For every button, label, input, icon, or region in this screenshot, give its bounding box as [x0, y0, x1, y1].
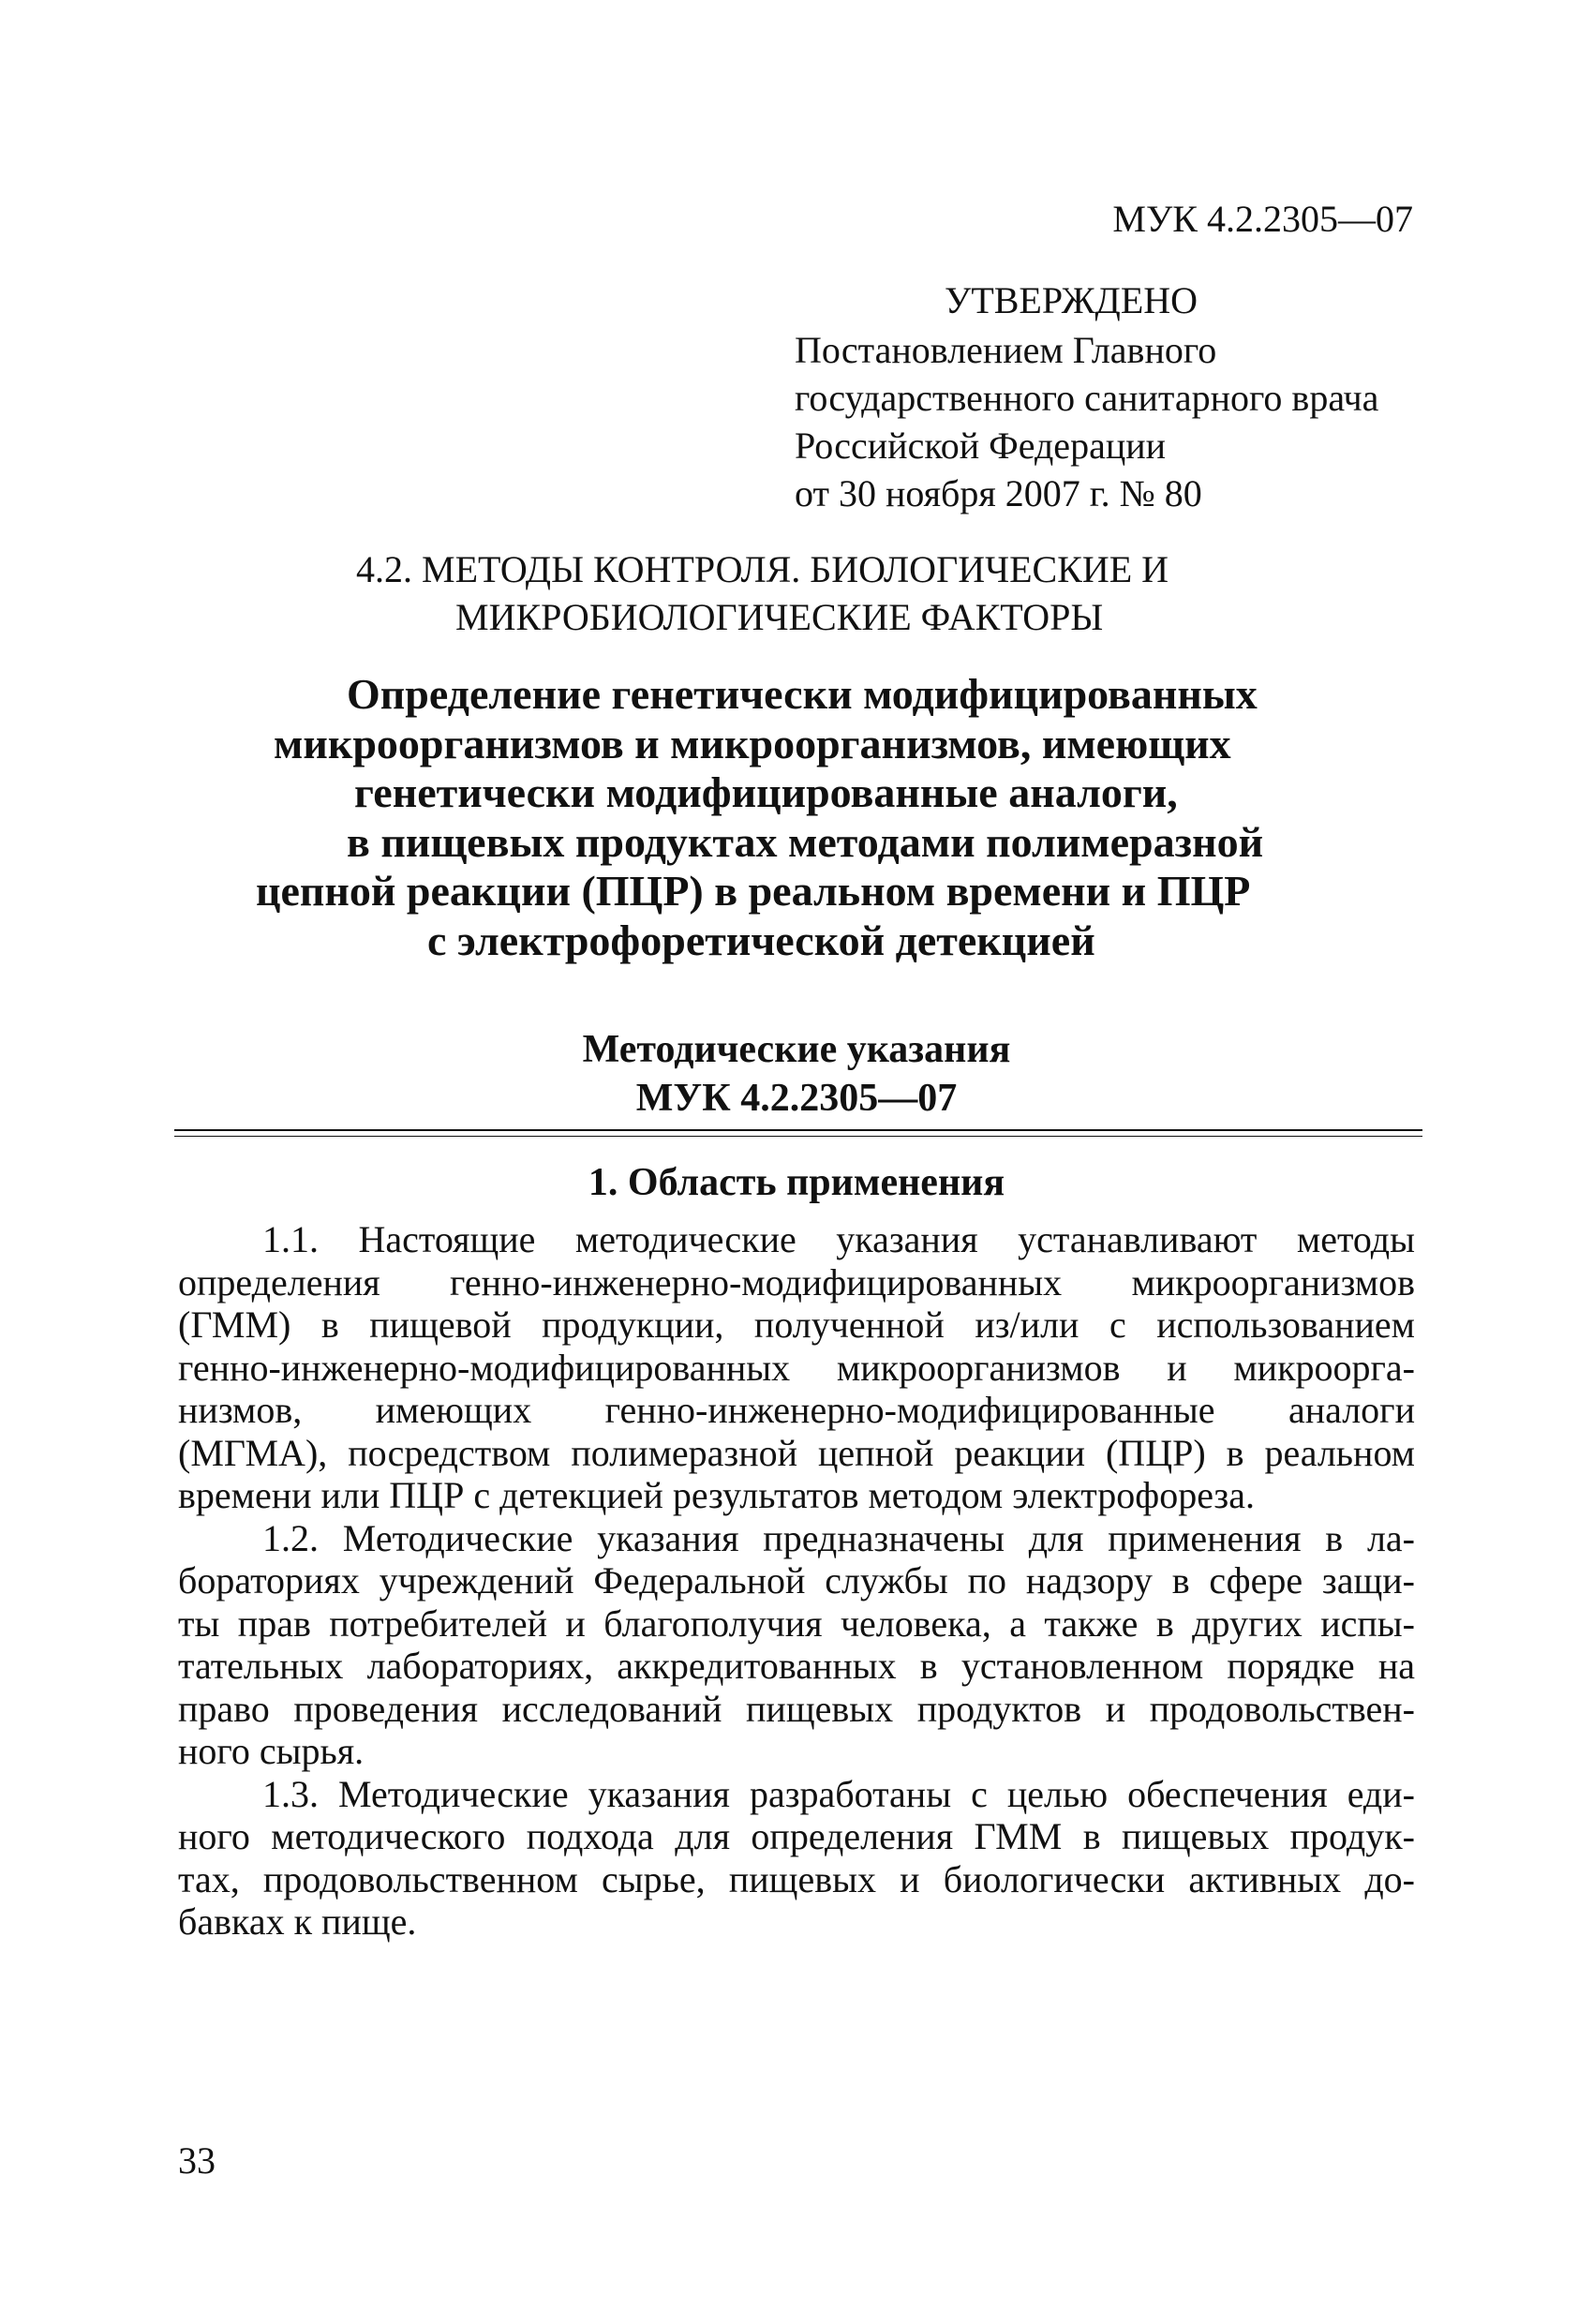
paragraph-line: тательных лабораториях, аккредитованных в установленном порядке на — [178, 1645, 1415, 1687]
paragraph-line: ты прав потребителей и благополучия человека, а также в других испы- — [178, 1601, 1415, 1645]
scope-heading: 1. Область применения — [588, 1161, 1005, 1204]
title-line: микроорганизмов и микроорганизмов, имеющих — [274, 719, 1231, 767]
document-code: МУК 4.2.2305—07 — [1112, 198, 1413, 240]
approval-line: от 30 ноября 2007 г. № 80 — [795, 472, 1202, 514]
approval-block — [795, 276, 1451, 517]
paragraph-line: 1.3. Методические указания разработаны с целью обеспечения еди- — [262, 1772, 1415, 1815]
paragraph-line: 1.2. Методические указания предназначены для применения в ла- — [262, 1516, 1415, 1559]
title-line: Определение генетически модифицированных — [347, 670, 1258, 718]
paragraph-line: ного методического подхода для определения ГММ в пищевых продук- — [178, 1815, 1415, 1857]
guide-code: МУК 4.2.2305—07 — [635, 1077, 958, 1120]
paragraph-line: бавках к пище. — [178, 1900, 417, 1943]
title-line: генетически модифицированные аналоги, — [354, 768, 1178, 816]
paragraph-line: тах, продовольственном сырье, пищевых и биологически активных до- — [178, 1857, 1415, 1900]
paragraph-line: определения генно-инженерно-модифицированных микроорганизмов — [178, 1260, 1415, 1304]
paragraph-line: времени или ПЦР с детекцией результатов методом электрофореза. — [178, 1474, 1255, 1516]
guide-type: Методические указания — [582, 1028, 1011, 1071]
title-line: в пищевых продуктах методами полимеразной — [347, 817, 1264, 866]
paragraph-line: бораториях учреждений Федеральной службы по надзору в сфере защи- — [178, 1559, 1415, 1601]
document-title — [187, 670, 1406, 965]
page-number: 33 — [178, 2139, 216, 2182]
approval-line: государственного санитарного врача — [795, 377, 1379, 419]
section-heading — [356, 545, 1293, 641]
paragraph-line: (ГММ) в пищевой продукции, полученной из/или с использованием — [178, 1304, 1415, 1346]
paragraph-line: ного сырья. — [178, 1730, 365, 1772]
approval-line: Постановлением Главного — [795, 329, 1217, 371]
paragraph-line: низмов, имеющих генно-инженерно-модифицированные аналоги — [178, 1389, 1415, 1431]
paragraph-line: право проведения исследований пищевых продуктов и продовольствен- — [178, 1687, 1415, 1730]
body-text — [178, 1218, 1415, 1944]
approval-line: Российской Федерации — [795, 425, 1167, 467]
approval-heading: УТВЕРЖДЕНО — [945, 279, 1198, 321]
paragraph-line: (МГМА), посредством полимеразной цепной реакции (ПЦР) в реальном — [178, 1431, 1415, 1474]
section-heading-line: 4.2. МЕТОДЫ КОНТРОЛЯ. БИОЛОГИЧЕСКИЕ И — [356, 548, 1169, 590]
double-rule-divider — [174, 1129, 1422, 1137]
guide-block — [187, 1025, 1406, 1123]
paragraph-line: генно-инженерно-модифицированных микроорганизмов и микроорга- — [178, 1346, 1415, 1389]
paragraph-line: 1.1. Настоящие методические указания устанавливают методы — [262, 1218, 1415, 1260]
title-line: с электрофоретической детекцией — [427, 916, 1095, 964]
title-line: цепной реакции (ПЦР) в реальном времени и ПЦР — [256, 867, 1251, 915]
section-heading-line: МИКРОБИОЛОГИЧЕСКИЕ ФАКТОРЫ — [455, 596, 1104, 638]
